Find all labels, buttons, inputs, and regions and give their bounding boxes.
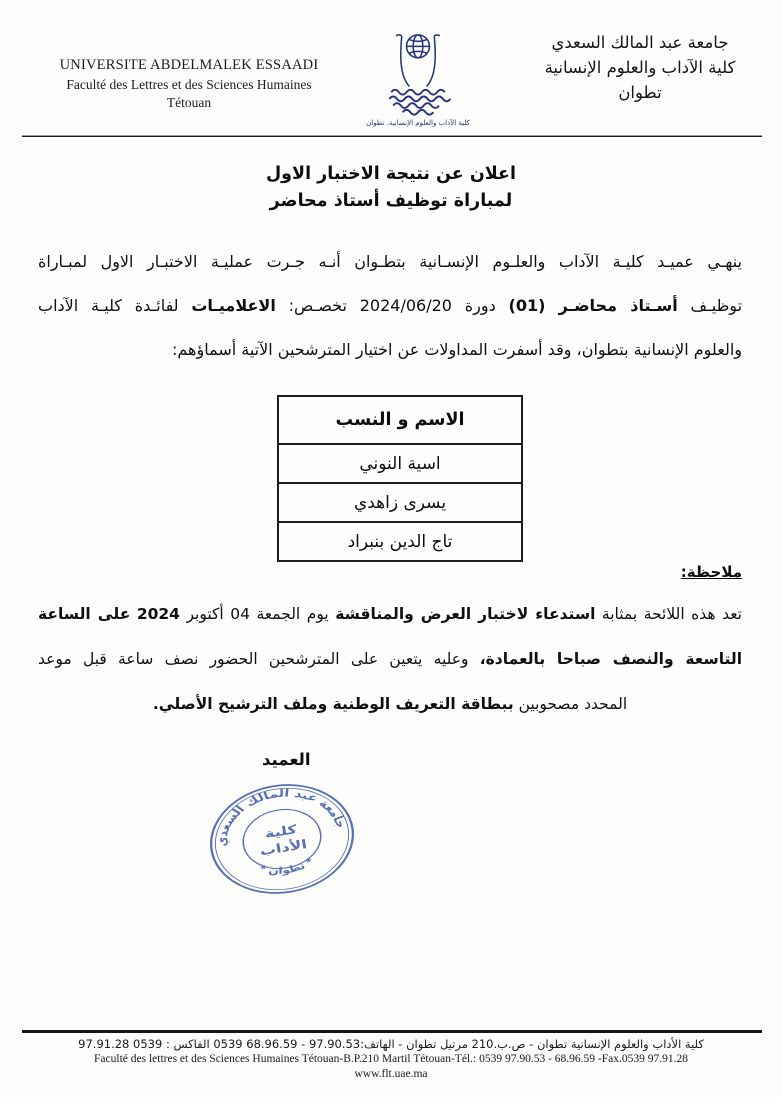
- faculty-logo-icon: [370, 32, 466, 118]
- city-fr: Tétouan: [166, 95, 212, 110]
- university-title-fr: UNIVERSITE ABDELMALEK ESSAADI: [59, 57, 319, 73]
- announcement-body: [38, 240, 742, 372]
- logo-caption: كلية الآداب والعلوم الإنسانية. تطوان: [366, 119, 470, 127]
- title-line-2: لمباراة توظيف أستاذ محاضر: [269, 191, 513, 211]
- svg-text:كلية: كلية: [263, 822, 298, 842]
- footer-website: www.flt.uae.ma: [354, 1068, 428, 1080]
- faculty-logo: [362, 32, 474, 127]
- dean-signature-label: العميد: [262, 750, 311, 769]
- candidate-name: اسية النوني: [278, 444, 522, 483]
- body-line-3: والعلوم الإنسانية بتطوان، وقد أسفرت المداولات عن اختيار المترشحين الآتية أسماؤهم:: [172, 340, 742, 359]
- candidate-name: يسرى زاهدي: [278, 483, 522, 522]
- note-paragraph: [38, 592, 742, 727]
- official-stamp: [198, 771, 366, 907]
- announcement-title: [0, 161, 782, 215]
- header-divider: [22, 135, 762, 137]
- faculty-title-ar: كلية الآداب والعلوم الإنسانية: [544, 58, 736, 77]
- table-header-row: [278, 396, 522, 444]
- table-row: [278, 522, 522, 561]
- title-line-1: اعلان عن نتيجة الاختبار الاول: [266, 164, 516, 184]
- svg-text:الأداب: الأداب: [258, 837, 309, 859]
- stamp-seal-icon: [198, 771, 366, 907]
- body-line-2: توظيـف أسـتاذ محاضـر (01) دورة 2024/06/20 تخصـص: الاعلاميـات لفائـدة كليـة الآداب: [38, 296, 743, 315]
- city-ar: تطوان: [618, 83, 662, 102]
- candidate-name: تاج الدين بنبراد: [278, 522, 522, 561]
- svg-text:* تطوان *: * تطوان *: [256, 855, 317, 877]
- candidates-table: [277, 395, 523, 562]
- table-row: [278, 444, 522, 483]
- footer-contact-arabic: كلية الأداب والعلوم الإنسانية تطوان - ص.ب.210 مرتيل تطوان - الهاتف:97.90.53 - 68.96.59 0539 الفاكس : 0539 97.91.28: [78, 1037, 704, 1051]
- table-header-name: الاسم و النسب: [278, 396, 522, 444]
- footer-contact-french: Faculté des lettres et des Sciences Humaines Tétouan-B.P.210 Martil Tétouan-Tél.: 0539 97.90.53 - 68.96.59 -Fax.0539 97.91.28: [94, 1053, 688, 1065]
- table-row: [278, 483, 522, 522]
- faculty-title-fr: Faculté des Lettres et des Sciences Humaines: [66, 77, 312, 92]
- note-heading: ملاحظة:: [680, 563, 742, 581]
- note-line-2: التاسعة والنصف صباحا بالعمادة، وعليه يتعين على المترشحين الحضور نصف ساعة قبل موعد: [38, 650, 743, 668]
- university-title-ar: جامعة عبد المالك السعدي: [551, 33, 729, 52]
- footer-divider: [22, 1030, 762, 1033]
- university-name-french: [36, 57, 342, 111]
- body-line-1: ينهـي عميـد كليـة الآداب والعلـوم الإنسـانية بتطـوان أنـه جـرت عمليـة الاختبـار الاول لمبـاراة: [38, 252, 742, 271]
- note-line-1: تعد هذه اللائحة بمثابة استدعاء لاختبار العرض والمناقشة يوم الجمعة 04 أكتوبر 2024 على الساعة: [38, 605, 742, 623]
- note-line-3: المحدد مصحوبين ببطاقة التعريف الوطنية وملف الترشيح الأصلي.: [152, 695, 628, 713]
- svg-text:جامعة عبد المالك السعدي: جامعة عبد المالك السعدي: [213, 787, 350, 847]
- university-name-arabic: [518, 30, 762, 105]
